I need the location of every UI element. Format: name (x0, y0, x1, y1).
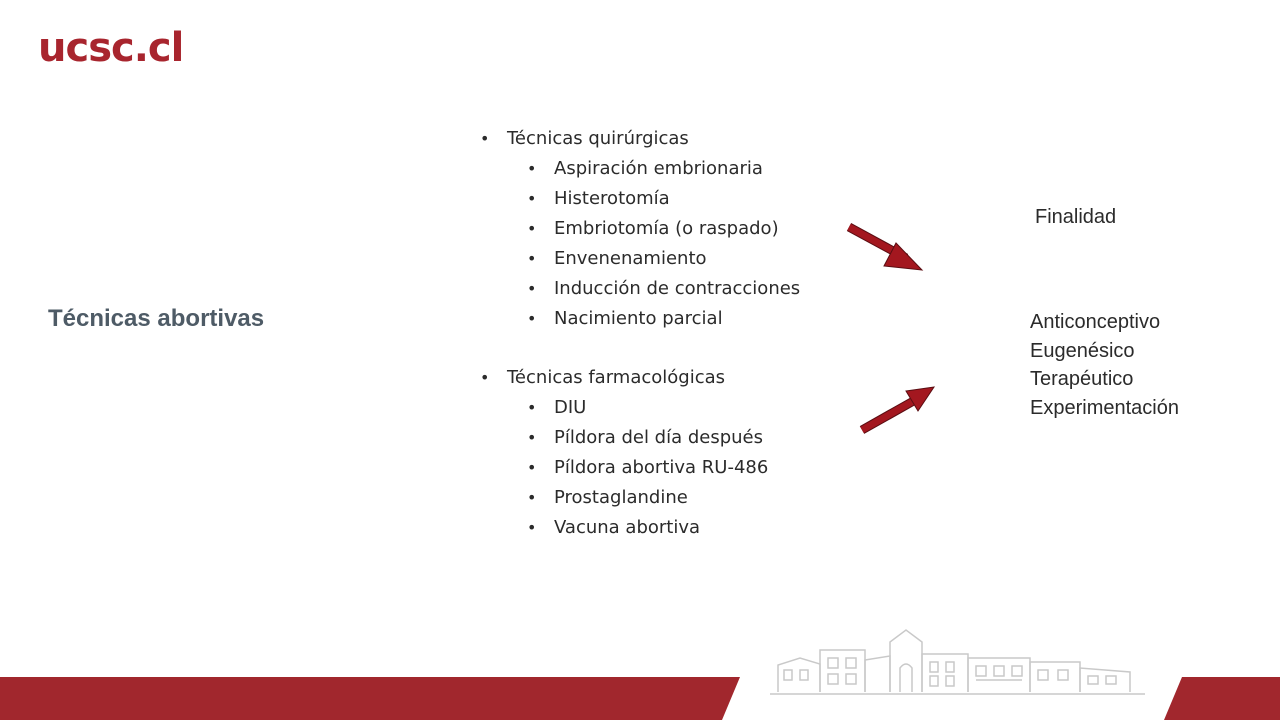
list-item: • Vacuna abortiva (480, 513, 800, 543)
list-item: • Inducción de contracciones (480, 274, 800, 304)
purpose-item: Experimentación (1030, 396, 1179, 419)
ucsc-logo[interactable]: ucsc.cl (38, 25, 184, 71)
list-item: • DIU (480, 393, 800, 423)
finalidad-label: Finalidad (1035, 206, 1117, 228)
list-item: • Nacimiento parcial (480, 304, 800, 334)
purpose-item: Terapéutico (1030, 368, 1134, 390)
group-label-surgical: • Técnicas quirúrgicas (480, 124, 800, 154)
list-item: • Histerotomía (480, 184, 800, 214)
purpose-item: Eugenésico (1030, 339, 1135, 362)
list-item: • Embriotomía (o raspado) (480, 214, 800, 244)
list-item: • Envenenamiento (480, 244, 800, 274)
list-item: • Prostaglandine (480, 483, 800, 513)
list-item: • Píldora del día después (480, 423, 800, 453)
group-label-pharmacological: • Técnicas farmacológicas (480, 363, 800, 393)
list-item: • Aspiración embrionaria (480, 154, 800, 184)
list-item: • Píldora abortiva RU-486 (480, 453, 800, 483)
slide-title: Técnicas abortivas (48, 305, 265, 332)
purpose-item: Anticonceptivo (1030, 311, 1161, 333)
